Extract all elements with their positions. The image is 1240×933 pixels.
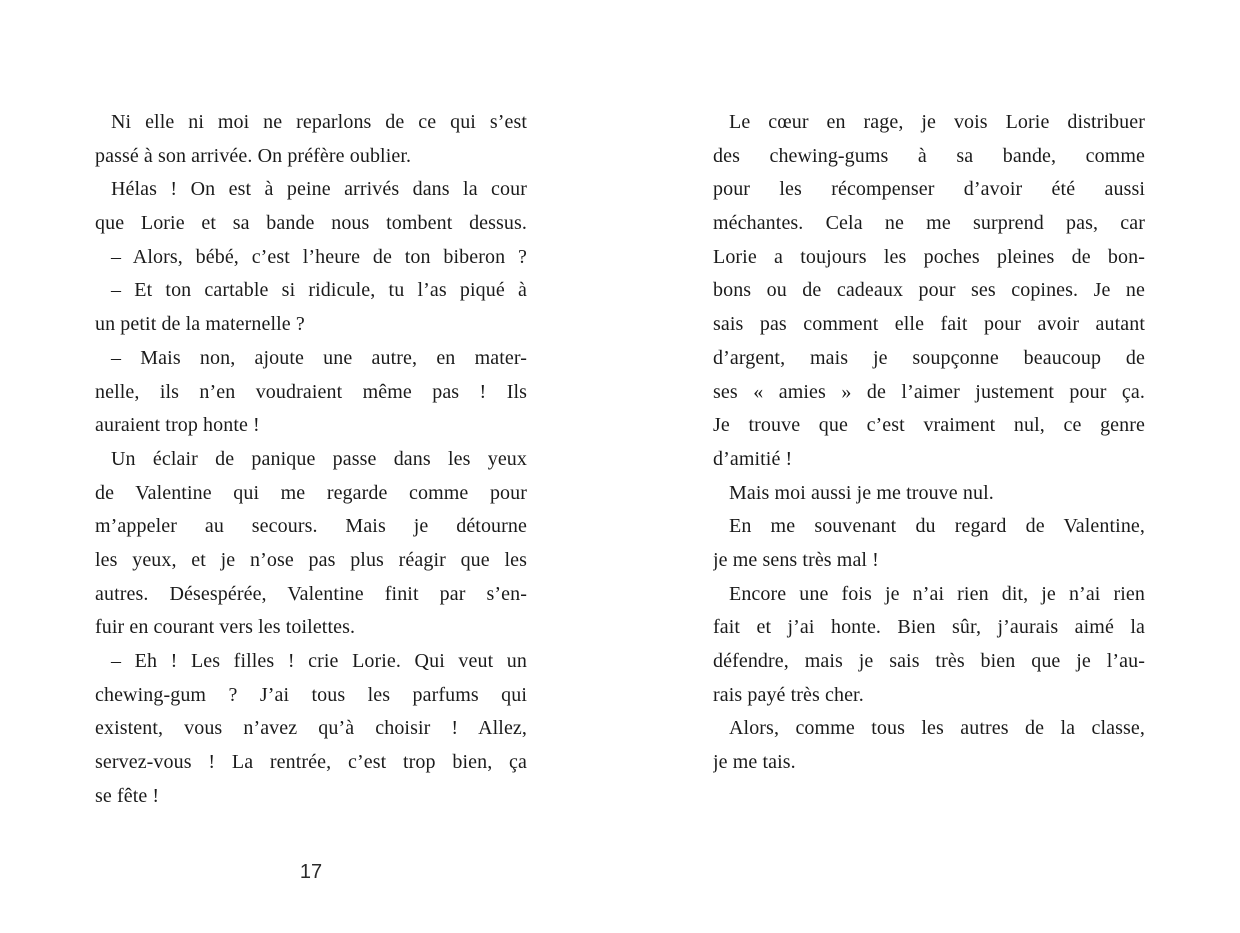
text-line: Ni elle ni moi ne reparlons de ce qui s’est <box>111 111 527 133</box>
paragraph <box>713 578 1145 713</box>
text-line: – Eh ! Les filles ! crie Lorie. Qui veut un <box>111 650 527 672</box>
text-line: Un éclair de panique passe dans les yeux <box>111 447 527 470</box>
text-line: auraient trop honte ! <box>95 414 260 437</box>
text-line: – Mais non, ajoute une autre, en mater- <box>111 346 527 369</box>
text-line: de Valentine qui me regarde comme pour <box>95 481 527 504</box>
text-line: les yeux, et je n’ose pas plus réagir que les <box>95 548 527 571</box>
paragraph <box>95 645 527 813</box>
text-line: En me souvenant du regard de Valentine, <box>729 515 1145 538</box>
text-line: que Lorie et sa bande nous tombent dessus. <box>95 212 527 235</box>
text-line: un petit de la maternelle ? <box>95 313 305 336</box>
text-line: Lorie a toujours les poches pleines de bon- <box>713 245 1145 268</box>
text-line: je me sens très mal ! <box>713 548 879 571</box>
text-line: passé à son arrivée. On préfère oublier. <box>95 144 412 167</box>
paragraph <box>95 443 527 645</box>
left-page-text-column <box>95 106 527 813</box>
text-line: Encore une fois je n’ai rien dit, je n’ai rien <box>729 582 1145 605</box>
page-number: 17 <box>299 861 323 883</box>
text-line: nelle, ils n’en voudraient même pas ! Ils <box>95 380 527 403</box>
paragraph <box>713 510 1145 577</box>
paragraph <box>95 274 527 341</box>
text-line: des chewing-gums à sa bande, comme <box>713 144 1145 167</box>
right-page-text-column <box>713 106 1145 780</box>
text-line: m’appeler au secours. Mais je détourne <box>95 515 527 538</box>
text-line: existent, vous n’avez qu’à choisir ! Allez, <box>95 717 527 740</box>
text-line: – Alors, bébé, c’est l’heure de ton biberon ? <box>111 245 527 268</box>
text-line: chewing-gum ? J’ai tous les parfums qui <box>95 683 527 706</box>
text-line: sais pas comment elle fait pour avoir autant <box>713 313 1145 336</box>
text-line: – Et ton cartable si ridicule, tu l’as piqué à <box>111 279 527 302</box>
text-line: Je trouve que c’est vraiment nul, ce genre <box>713 414 1145 437</box>
text-line: Le cœur en rage, je vois Lorie distribuer <box>729 111 1145 133</box>
paragraph <box>95 342 527 443</box>
text-line: servez-vous ! La rentrée, c’est trop bien, ça <box>95 751 527 774</box>
text-line: défendre, mais je sais très bien que je l’au- <box>713 650 1145 672</box>
text-line: rais payé très cher. <box>713 683 864 706</box>
paragraph <box>95 241 527 275</box>
paragraph <box>95 106 527 173</box>
text-line: fait et j’ai honte. Bien sûr, j’aurais aimé la <box>713 616 1145 639</box>
text-line: fuir en courant vers les toilettes. <box>95 616 356 639</box>
text-line: se fête ! <box>95 784 160 807</box>
paragraph <box>713 712 1145 779</box>
text-line: bons ou de cadeaux pour ses copines. Je ne <box>713 279 1145 302</box>
text-line: je me tais. <box>713 751 796 774</box>
paragraph <box>95 173 527 240</box>
paragraph <box>713 477 1145 511</box>
text-line: autres. Désespérée, Valentine finit par s’en- <box>95 582 527 605</box>
text-line: d’amitié ! <box>713 447 793 470</box>
text-line: pour les récompenser d’avoir été aussi <box>713 178 1145 201</box>
text-line: Hélas ! On est à peine arrivés dans la cour <box>111 178 527 201</box>
text-line: Mais moi aussi je me trouve nul. <box>729 481 994 504</box>
text-line: d’argent, mais je soupçonne beaucoup de <box>713 346 1145 369</box>
text-line: Alors, comme tous les autres de la classe, <box>729 717 1145 740</box>
text-line: méchantes. Cela ne me surprend pas, car <box>713 212 1145 235</box>
paragraph <box>713 106 1145 477</box>
text-line: ses « amies » de l’aimer justement pour ça. <box>713 380 1145 403</box>
